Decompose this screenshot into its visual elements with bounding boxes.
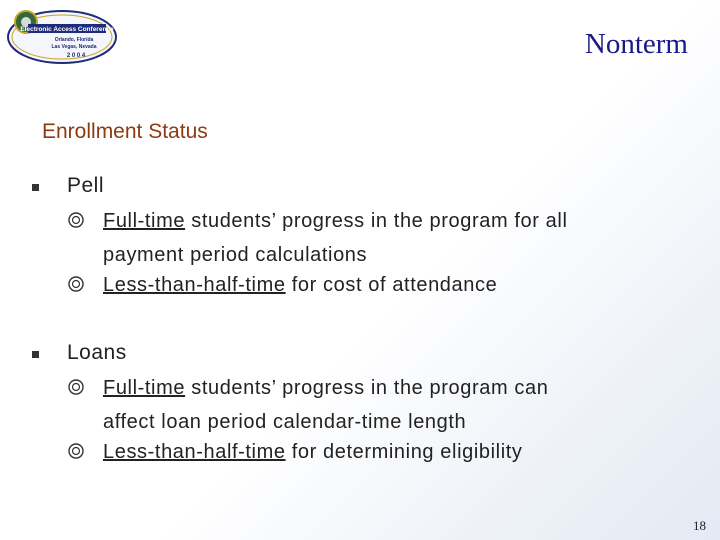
ring-bullet-icon [67,378,85,396]
page-number: 18 [693,518,706,533]
logo-location-1: Orlando, Florida [54,37,94,43]
section-heading: Pell [67,174,105,197]
item-text: for determining eligibility [285,441,523,463]
logo-name: Electronic Access Conference [20,26,114,33]
slide-title: Nonterm [584,28,688,60]
ring-bullet-icon [67,275,85,293]
ring-bullet-icon [67,211,85,229]
logo-location-2: Las Vegas, Nevada [51,44,97,50]
ring-bullet-icon [67,442,85,460]
item-text: for cost of attendance [285,274,498,296]
item-text: students’ progress in the program for all [185,210,568,232]
square-bullet-icon [32,345,42,355]
conference-logo-icon [4,4,118,66]
slide-subtitle: Enrollment Status [42,120,208,143]
emphasis-text: Less-than-half-time [103,274,286,296]
square-bullet-icon [32,178,42,188]
section-heading: Loans [67,341,127,364]
item-text: students’ progress in the program can [185,377,549,399]
emphasis-text: Less-than-half-time [103,441,286,463]
conference-logo [4,4,118,66]
item-text-continued: affect loan period calendar-time length [103,411,467,433]
emphasis-text: Full-time [103,210,186,232]
item-text-continued: payment period calculations [103,244,368,266]
logo-year: 2 0 0 4 [66,53,86,59]
emphasis-text: Full-time [103,377,186,399]
